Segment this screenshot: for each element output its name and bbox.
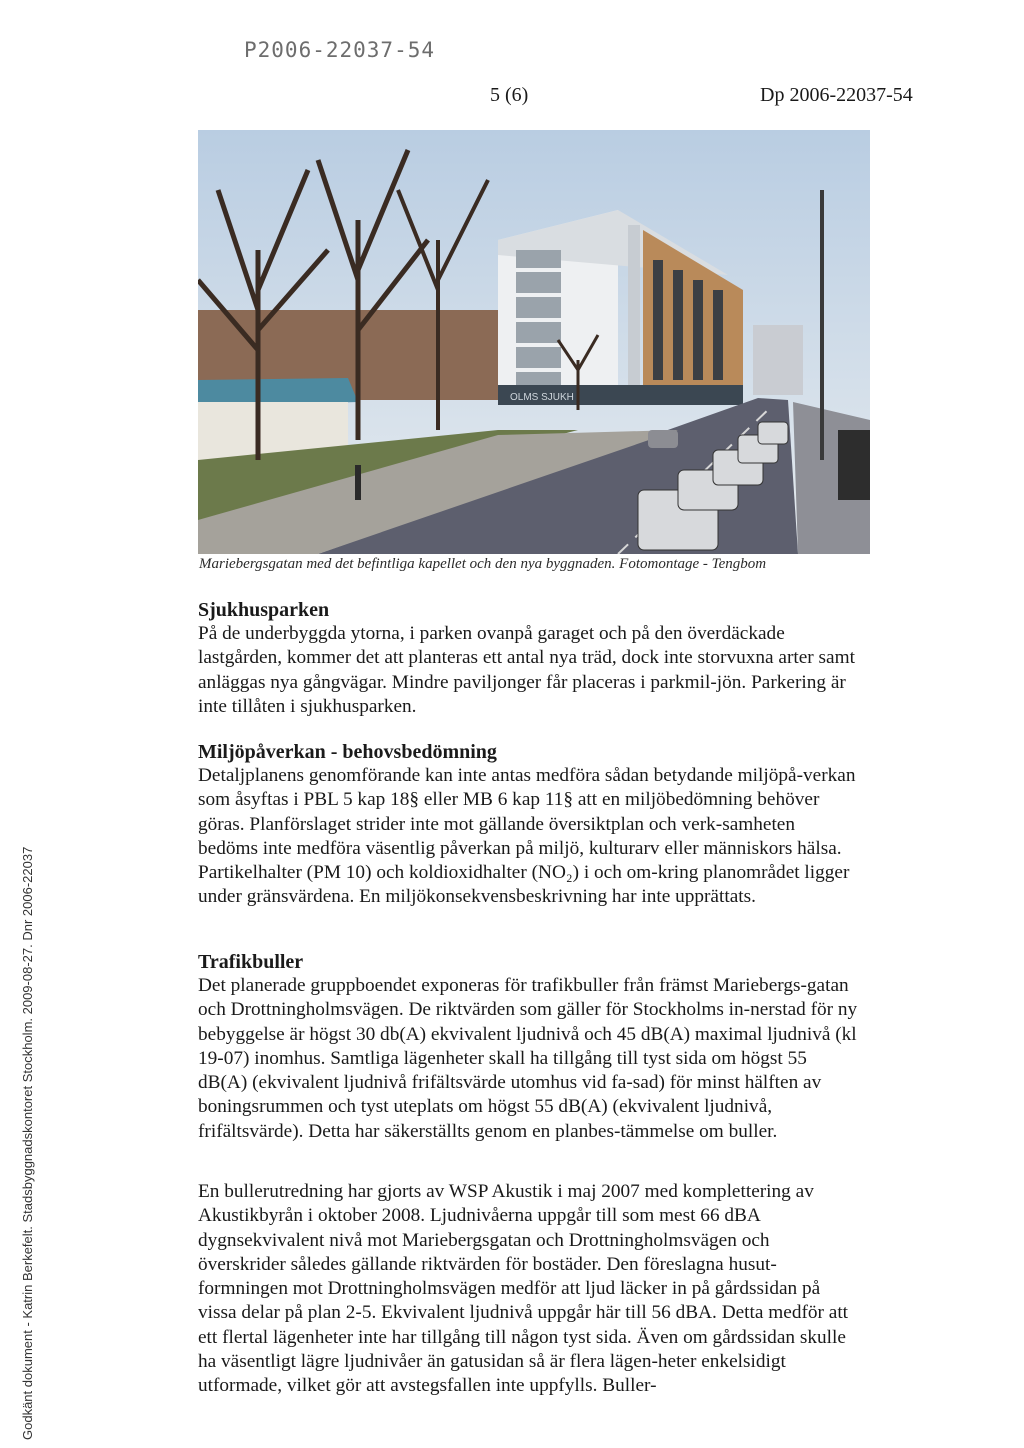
- section-heading: Trafikbuller: [198, 951, 304, 973]
- section-trafikbuller: [198, 950, 858, 1144]
- section-heading: Sjukhusparken: [198, 599, 330, 621]
- photomontage-image: [198, 130, 870, 554]
- section-body: En bullerutredning har gjorts av WSP Akustik i maj 2007 med komplettering av Akustikbyrån i oktober 2008. Ljudnivåerna uppgår till som mest 66 dBA dygnsekvivalent nivå mot Mariebergsgatan och Drottningholmsvägen och överskrider således gällande riktvärden för bostäder. Den föreslagna husut-formningen mot Drottningholmsvägen medför att ljud läcker in på gårdssidan på vissa delar på plan 2-5. Ekvivalent ljudnivå uppgår här till 56 dBA. Detta medför att ett flertal lägenheter inte har tillgång till någon tyst sida. Även om gårdssidan skulle ha väsentligt lägre ljudnivåer än gatusidan så är flera lägen-heter enkelsidigt utformade, vilket gör att avstegsfallen inte uppfylls. Buller-: [198, 1181, 849, 1397]
- page-number: 5 (6): [490, 84, 529, 106]
- document-reference: Dp 2006-22037-54: [760, 84, 913, 106]
- section-body: På de underbyggda ytorna, i parken ovanpå garaget och på den överdäckade lastgården, kommer det att planteras ett antal nya träd, dock inte storvuxna arter samt anläggas nya gångvägar. Mindre paviljonger får placeras i parkmil-jön. Parkering är inte tillåten i sjukhusparken.: [198, 623, 855, 717]
- section-bullerutredning: [198, 1180, 858, 1399]
- section-body: Det planerade gruppboendet exponeras för trafikbuller från främst Mariebergs-gatan och Drottningholmsvägen. De riktvärden som gäller för Stockholms in-nerstad för ny bebyggelse är högst 30 db(A) ekvivalent ljudnivå och 45 dB(A) maximal ljudnivå (kl 19-07) inomhus. Samtliga lägenheter skall ha tillgång till tyst sida om högst 55 dB(A) (ekvivalent ljudnivå frifältsvärde utomhus vid fa-sad) för minst hälften av boningsrummen och tyst uteplats om högst 55 dB(A) (ekvivalent ljudnivå, frifältsvärde). Detta har säkerställts genom en planbes-tämmelse om buller.: [198, 975, 858, 1142]
- document-stamp: P2006-22037-54: [244, 38, 436, 62]
- section-heading: Miljöpåverkan - behovsbedömning: [198, 741, 497, 763]
- section-sjukhusparken: [198, 598, 858, 719]
- building-sign: OLMS SJUKH: [510, 392, 574, 403]
- approval-sidebar-text: Godkänt dokument - Katrin Berkefelt. Stadsbyggnadskontoret Stockholm. 2009-08-27. Dnr 2006-22037: [20, 846, 35, 1440]
- section-miljopaverkan: [198, 740, 858, 910]
- photo-caption: Mariebergsgatan med det befintliga kapellet och den nya byggnaden. Fotomontage - Tengbom: [199, 556, 767, 572]
- section-body: Detaljplanens genomförande kan inte antas medföra sådan betydande miljöpå-verkan som åsyftas i PBL 5 kap 18§ eller MB 6 kap 11§ att en miljöbedömning behöver göras. Planförslaget strider inte mot gällande översiktplan och verk-samheten bedöms inte medföra väsentlig påverkan på miljö, kulturarv eller människors hälsa. Partikelhalter (PM 10) och koldioxidhalter (NO₂) i och om-kring planområdet ligger under gränsvärdena. En miljökonsekvensbeskrivning har inte upprättats.: [198, 765, 856, 908]
